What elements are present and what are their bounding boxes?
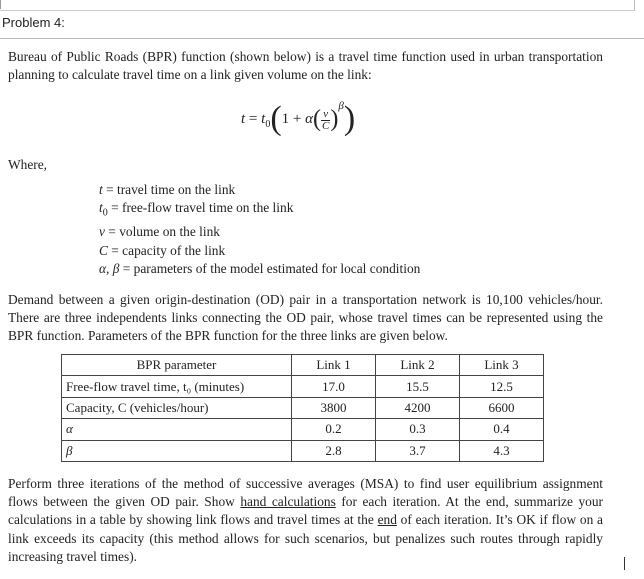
definition-symbol: α, β — [99, 261, 120, 277]
task-text-2: for each iteration. At the end, summarize your calculations in a table by showing link flows and travel times at the — [8, 494, 603, 528]
problem-title: Problem 4: — [2, 15, 65, 30]
definition-text: = travel time on the link — [102, 182, 236, 197]
definition-symbol: C — [99, 242, 108, 258]
table-header-cell: Link 1 — [292, 355, 376, 376]
definition-symbol: v — [99, 224, 105, 240]
frame-edge-right — [0, 0, 635, 11]
table-cell: 2.8 — [292, 440, 376, 461]
definition-text: = parameters of the model estimated for local condition — [119, 261, 421, 277]
formula-fraction — [321, 109, 330, 132]
task-text-3: of each iteration. It’s OK if flow on a link exceeds its capacity (this method allows for such scenarios, but penalizes such routes through rapidly increasing travel times). — [8, 512, 603, 564]
table-row — [62, 440, 544, 461]
table-cell: 3.7 — [376, 440, 460, 461]
table-header-cell: Link 3 — [460, 355, 544, 376]
formula-lhs: t — [241, 111, 246, 127]
task-paragraph — [8, 475, 603, 566]
definition-item — [99, 242, 420, 260]
formula-equals: = — [245, 111, 262, 127]
table-row — [62, 397, 544, 418]
formula-t0-sub: 0 — [265, 119, 271, 130]
task-underline-end: end — [377, 512, 397, 528]
formula-close-paren: ) — [343, 100, 356, 137]
formula-beta: β — [338, 100, 344, 112]
table-row — [62, 419, 544, 440]
formula-c: C — [321, 120, 330, 132]
table-row-label: Free-flow travel time, t₀ (minutes) — [62, 376, 292, 397]
formula-one-plus: 1 + — [281, 111, 306, 127]
formula-t0: t — [261, 111, 266, 127]
where-label: Where, — [8, 157, 48, 172]
bpr-parameter-table — [61, 354, 544, 462]
formula-v: v — [321, 109, 330, 121]
table-row — [62, 376, 544, 397]
definition-subscript: 0 — [102, 208, 108, 220]
definition-item — [99, 181, 420, 199]
table-cell: 12.5 — [460, 376, 544, 397]
text-cursor — [624, 557, 625, 570]
table-cell: 0.4 — [460, 419, 544, 440]
definition-text: = capacity of the link — [107, 242, 226, 258]
demand-paragraph: Demand between a given origin-destination (OD) pair in a transportation network is 10,100 vehicles/hour. There are three independents links connecting the OD pair, whose travel times can be represented using the BPR function. Parameters of the BPR function for the three links are given below. — [8, 292, 603, 344]
table-row-label: Capacity, C (vehicles/hour) — [62, 397, 292, 418]
table-cell: 4.3 — [460, 440, 544, 461]
table-cell: 17.0 — [292, 376, 376, 397]
table-header-row — [62, 355, 544, 376]
table-header-cell: BPR parameter — [62, 355, 292, 376]
task-text-1: Perform three iterations of the method of successive averages (MSA) to find user equilibrium assignment flows between the given OD pair. Show — [8, 476, 603, 510]
bpr-formula — [241, 100, 355, 138]
definition-item — [99, 199, 420, 223]
table-cell: 3800 — [292, 397, 376, 418]
table-row-label: α — [62, 419, 292, 440]
definitions-list — [99, 181, 420, 279]
table-cell: 6600 — [460, 397, 544, 418]
table-cell: 4200 — [376, 397, 460, 418]
definition-text: = volume on the link — [104, 224, 220, 240]
task-underline-hand-calculations: hand calculations — [240, 494, 336, 510]
definition-symbol: t — [99, 182, 103, 197]
table-row-label: β — [62, 440, 292, 461]
definition-item — [99, 223, 420, 241]
definition-item — [99, 260, 420, 278]
table-header-cell: Link 2 — [376, 355, 460, 376]
formula-inner-close: ) — [330, 106, 339, 132]
definition-symbol: t — [99, 200, 103, 216]
formula-open-paren: ( — [270, 100, 282, 137]
table-cell: 0.3 — [376, 419, 460, 440]
table-cell: 15.5 — [376, 376, 460, 397]
table-cell: 0.2 — [292, 419, 376, 440]
definition-text: = free-flow travel time on the link — [107, 200, 294, 216]
header-divider — [0, 38, 644, 39]
intro-paragraph: Bureau of Public Roads (BPR) function (shown below) is a travel time function used in urban transportation planning to calculate travel time on a link given volume on the link: — [8, 49, 603, 83]
formula-inner-open: ( — [312, 106, 321, 132]
formula-alpha: α — [305, 111, 313, 127]
